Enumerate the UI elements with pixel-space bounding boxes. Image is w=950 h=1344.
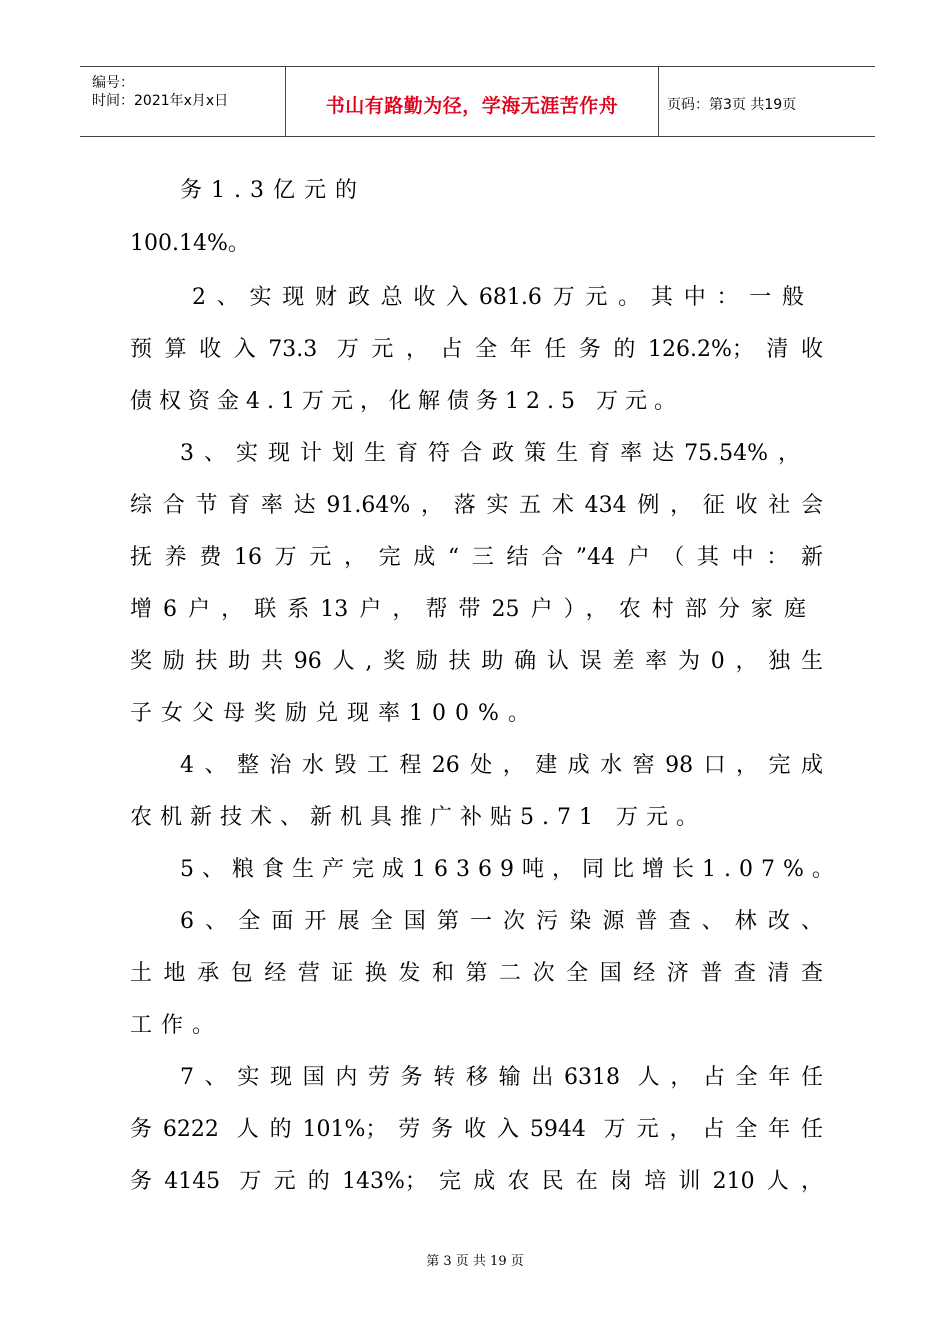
page-footer: 第 3 页 共 19 页 xyxy=(426,1254,524,1269)
body-line: 综合节育率达91.64%，落实五术434例，征收社会 xyxy=(130,493,823,518)
header-slogan-cell xyxy=(286,67,659,136)
body-line: 工作。 xyxy=(130,1013,224,1038)
header-meta-cell xyxy=(80,67,286,136)
body-line: 抚养费16万元，完成“三结合”44户（其中：新 xyxy=(130,545,823,570)
body-line: 100.14%。 xyxy=(130,231,250,256)
body-line: 务6222 人的101%；劳务收入5944 万元，占全年任 xyxy=(130,1117,823,1142)
body-line: 3、实现计划生育符合政策生育率达75.54%， xyxy=(180,441,800,466)
document-header xyxy=(80,66,875,137)
page-info: 页码：第3页 共19页 xyxy=(667,97,797,113)
body-line: 预算收入73.3 万元，占全年任务的126.2%；清收 xyxy=(130,337,823,362)
body-line: 子女父母奖励兑现率100%。 xyxy=(130,701,539,726)
body-line: 6、全面开展全国第一次污染源普查、林改、 xyxy=(180,909,823,934)
number-label: 编号： xyxy=(92,75,134,91)
body-line: 债权资金4.1万元，化解债务12.5 万元。 xyxy=(130,389,683,414)
header-page-cell xyxy=(659,67,875,136)
body-line: 奖励扶助共96人,奖励扶助确认误差率为0，独生 xyxy=(130,649,823,674)
body-line: 增6户，联系13户，帮带25户），农村部分家庭 xyxy=(130,597,806,622)
body-line: 土地承包经营证换发和第二次全国经济普查清查 xyxy=(130,961,823,986)
time-label: 时间：2021年x月x日 xyxy=(92,93,229,109)
body-line: 2、实现财政总收入681.6万元。其中：一般 xyxy=(192,285,804,310)
body-line: 农机新技术、新机具推广补贴5.71 万元。 xyxy=(130,805,706,830)
slogan: 书山有路勤为径，学海无涯苦作舟 xyxy=(325,95,619,117)
body-line: 务1.3亿元的 xyxy=(180,178,366,203)
body-line: 7、实现国内劳务转移输出6318 人，占全年任 xyxy=(180,1065,823,1090)
body-line: 4、整治水毁工程26处，建成水窖98口，完成 xyxy=(180,753,823,778)
body-line: 务4145 万元的143%；完成农民在岗培训210人， xyxy=(130,1169,823,1194)
body-line: 5、粮食生产完成16369吨，同比增长1.07%。 xyxy=(180,857,842,882)
